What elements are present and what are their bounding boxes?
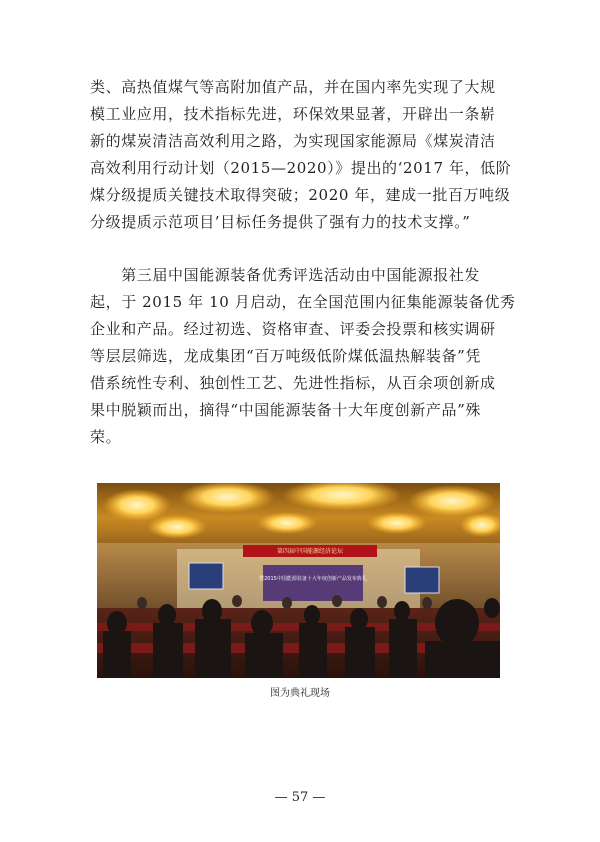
- text-line: 荣。: [90, 428, 122, 446]
- text-line: 高效利用行动计划（2015—2020）》提出的‘2017 年，低阶: [90, 159, 512, 177]
- text-line: 分级提质示范项目’目标任务提供了强有力的技术支撑。”: [90, 213, 471, 231]
- banner-title-main: 暨2015中国能源装备十大年度创新产品发布典礼: [259, 576, 367, 582]
- photo-caption: 图为典礼现场: [270, 688, 330, 699]
- text-line: 第三届中国能源装备优秀评选活动由中国能源报社发: [90, 266, 481, 284]
- left-screen: [189, 563, 223, 589]
- ceremony-photo: [97, 483, 500, 678]
- text-line: 企业和产品。经过初选、资格审查、评委会投票和核实调研: [90, 320, 496, 338]
- paragraph-2: [90, 262, 518, 451]
- text-line: 等层层筛选，龙成集团“百万吨级低阶煤低温热解装备”凭: [90, 347, 481, 365]
- text-line: 煤分级提质关键技术取得突破；2020 年，建成一批百万吨级: [90, 186, 511, 204]
- text-line: 借系统性专利、独创性工艺、先进性指标，从百余项创新成: [90, 374, 496, 392]
- paragraph-1: [90, 74, 518, 236]
- text-line: 果中脱颖而出，摘得“中国能源装备十大年度创新产品”殊: [90, 401, 481, 419]
- text-line: 模工业应用，技术指标先进，环保效果显著，开辟出一条崭: [90, 105, 496, 123]
- text-line: 类、高热值煤气等高附加值产品，并在国内率先实现了大规: [90, 78, 496, 96]
- text-line: 新的煤炭清洁高效利用之路，为实现国家能源局《煤炭清洁: [90, 132, 496, 150]
- stage-banner: [243, 545, 377, 601]
- right-screen: [405, 567, 439, 593]
- page-number: — 57 —: [274, 790, 326, 805]
- text-line: 起，于 2015 年 10 月启动，在全国范围内征集能源装备优秀: [90, 293, 516, 311]
- banner-title-top: 第四届中国能源经济论坛: [276, 548, 344, 555]
- ceremony-hall-illustration: [97, 483, 500, 678]
